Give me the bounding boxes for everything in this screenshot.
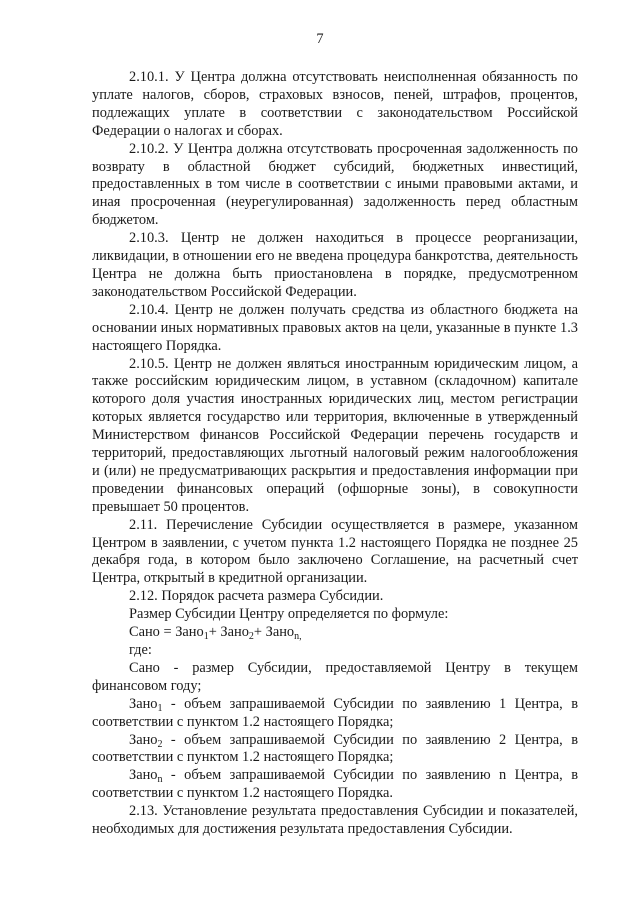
formula — [92, 624, 578, 642]
paragraph-2-10-5: 2.10.5. Центр не должен являться иностранным юридическим лицом, а также российским юридическим лицом, в уставном (складочном) капитале которого доля участия иностранных юридических лиц, местом регистрации которых является государство или территория, включенные в утвержденный Министерством финансов Российской Федерации перечень государств и территорий, предоставляющих льготный налоговый режим налогообложения и (или) не предусматривающих раскрытия и предоставления информации при проведении финансовых операций (офшорные зоны), в совокупности превышает 50 процентов. — [92, 355, 578, 515]
paragraph-2-13: 2.13. Установление результата предоставления Субсидии и показателей, необходимых для достижения результата предоставления Субсидии. — [92, 803, 578, 838]
formula-intro: Размер Субсидии Центру определяется по формуле: — [129, 606, 449, 623]
definition-zano-n-prefix: Зано — [129, 767, 158, 784]
definition-zano-2-text: - объем запрашиваемой Субсидии по заявлению 2 Центра, в соответствии с пунктом 1.2 настоящего Порядка; — [92, 731, 578, 766]
definition-zano-2-sub: 2 — [157, 738, 163, 750]
definition-zano-1 — [92, 696, 578, 732]
definition-zano-n — [92, 767, 578, 803]
definition-zano-n-sub: n — [157, 774, 163, 786]
page-number: 7 — [316, 31, 324, 47]
formula-plus-2: + Зано — [253, 624, 295, 641]
definition-zano-1-prefix: Зано — [129, 695, 158, 712]
paragraph-2-10-3: 2.10.3. Центр не должен находиться в процессе реорганизации, ликвидации, в отношении его не введена процедура банкротства, деятельность Центра не должна быть приостановлена в порядке, предусмотренном законодательством Российской Федерации. — [92, 230, 578, 300]
formula-plus-1: + Зано — [208, 624, 249, 641]
definition-zano-2 — [92, 732, 578, 768]
definition-zano-2-prefix: Зано — [129, 731, 158, 748]
paragraph-2-10-4: 2.10.4. Центр не должен получать средства из областного бюджета на основании иных нормативных правовых актов на цели, указанные в пункте 1.3 настоящего Порядка. — [92, 301, 578, 354]
definition-sano: Сано - размер Субсидии, предоставляемой Центру в текущем финансовом году; — [92, 659, 578, 694]
formula-sub-n: n, — [294, 631, 302, 643]
paragraph-2-10-2: 2.10.2. У Центра должна отсутствовать просроченная задолженность по возврату в областной бюджет субсидий, бюджетных инвестиций, предоставленных в том числе в соответствии с иными правовыми актами, и иная просроченная (неурегулированная) задолженность перед областным бюджетом. — [92, 140, 578, 229]
formula-sub-2: 2 — [248, 631, 254, 643]
definition-zano-1-text: - объем запрашиваемой Субсидии по заявлению 1 Центра, в соответствии с пунктом 1.2 настоящего Порядка; — [92, 695, 578, 730]
formula-lhs: Сано = Зано — [129, 624, 204, 641]
where-label: где: — [129, 642, 152, 658]
paragraph-2-10-1: 2.10.1. У Центра должна отсутствовать неисполненная обязанность по уплате налогов, сборов, страховых взносов, пеней, штрафов, процентов, подлежащих уплате в соответствии с законодательством Российской Федерации о налогах и сборах. — [92, 69, 578, 139]
paragraph-2-11: 2.11. Перечисление Субсидии осуществляется в размере, указанном Центром в заявлении, с учетом пункта 1.2 настоящего Порядка не позднее 25 декабря года, в котором было заключено Соглашение, на расчетный счет Центра, открытый в кредитной организации. — [92, 516, 578, 587]
definition-zano-1-sub: 1 — [157, 702, 163, 714]
paragraph-2-12: 2.12. Порядок расчета размера Субсидии. — [129, 588, 384, 605]
formula-sub-1: 1 — [203, 631, 209, 643]
document-body — [92, 69, 578, 839]
definition-zano-n-text: - объем запрашиваемой Субсидии по заявлению n Центра, в соответствии с пунктом 1.2 настоящего Порядка. — [92, 767, 578, 802]
